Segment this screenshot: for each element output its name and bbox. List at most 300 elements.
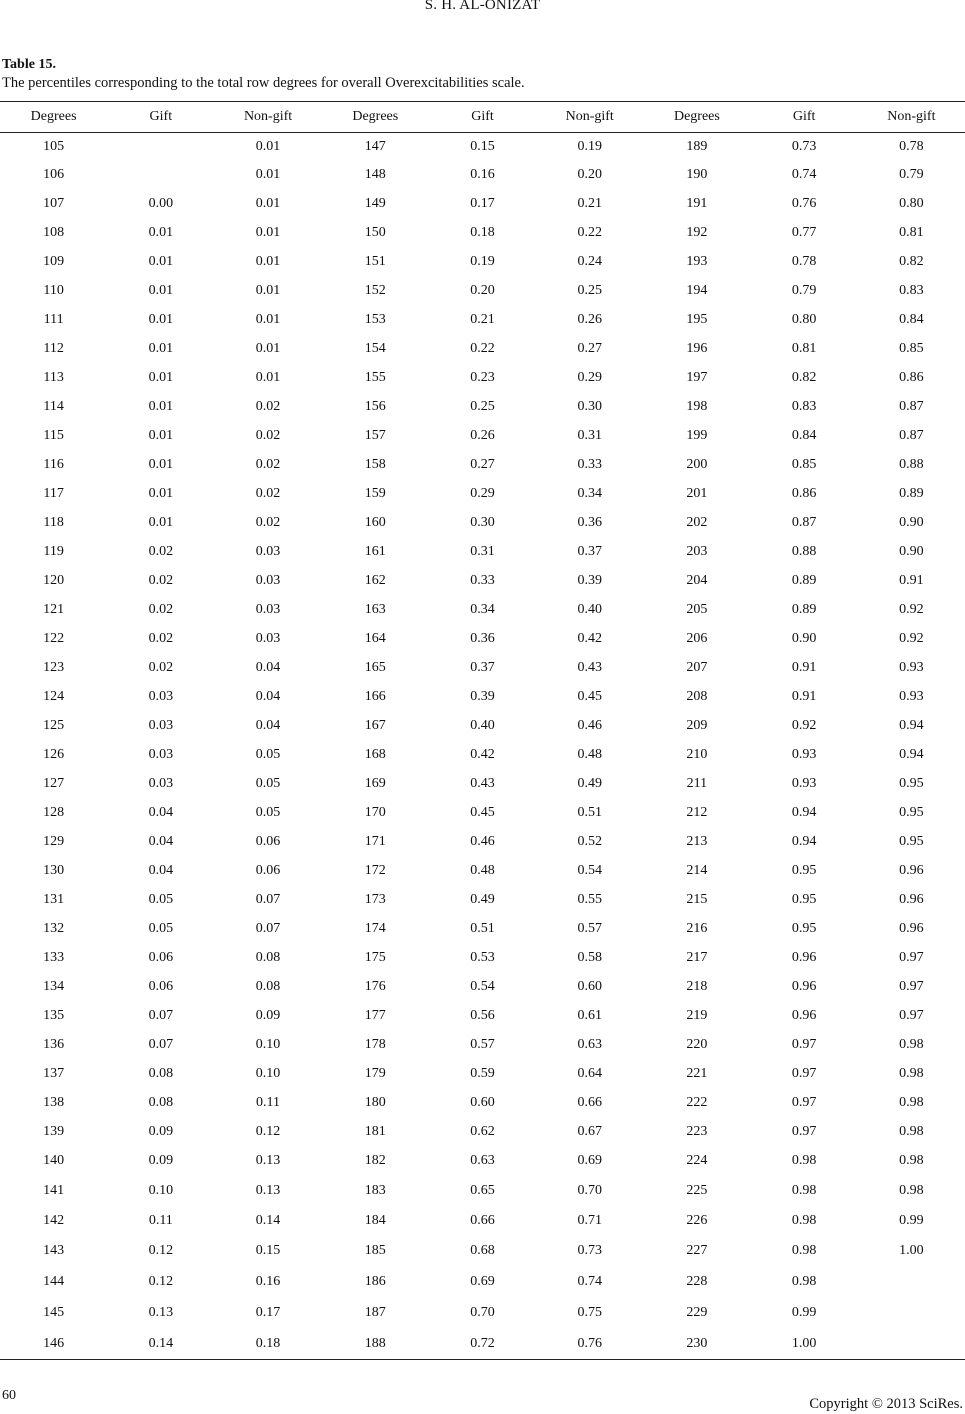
table-cell: 0.00 — [148, 196, 174, 211]
table-row — [0, 1089, 965, 1118]
table-cell: 205 — [686, 602, 708, 617]
table-cell: 0.36 — [577, 515, 602, 530]
table-cell: 0.22 — [470, 341, 495, 356]
table-cell: 173 — [364, 892, 386, 907]
table-row — [0, 364, 965, 393]
table-cell: 137 — [43, 1066, 65, 1081]
table-cell: 0.04 — [148, 834, 174, 849]
table-cell: 0.91 — [791, 689, 817, 704]
table-cell: 0.49 — [577, 776, 602, 791]
table-cell: 0.95 — [899, 776, 924, 791]
table-cell: 197 — [686, 370, 708, 385]
table-cell: 0.07 — [148, 1008, 174, 1023]
table-cell: 221 — [686, 1066, 708, 1081]
table-cell: 0.45 — [577, 689, 602, 704]
table-cell: 184 — [364, 1212, 386, 1228]
table-cell: 0.43 — [577, 660, 602, 675]
table-cell: 0.01 — [148, 515, 174, 530]
table-cell: 0.06 — [255, 834, 281, 849]
table-cell: 0.01 — [148, 312, 174, 327]
table-cell: 0.03 — [148, 776, 174, 791]
table-cell: 0.08 — [255, 950, 281, 965]
table-cell: 0.51 — [470, 921, 495, 936]
table-cell: 0.86 — [899, 370, 924, 385]
table-cell: 211 — [686, 776, 708, 791]
table-cell: 132 — [43, 921, 65, 936]
table-cell: 0.96 — [791, 1008, 817, 1023]
table-cell: 0.77 — [791, 225, 817, 240]
table-cell: 227 — [686, 1243, 708, 1258]
table-cell: 139 — [43, 1124, 65, 1139]
table-cell: 0.92 — [791, 718, 817, 733]
table-cell: 218 — [686, 979, 708, 994]
table-cell: 166 — [364, 689, 386, 704]
table-cell: 0.10 — [255, 1037, 281, 1052]
table-row — [0, 161, 965, 190]
table-cell: 0.34 — [577, 486, 602, 501]
table-cell: 223 — [686, 1124, 708, 1139]
table-cell: 0.04 — [255, 718, 281, 733]
table-cell: 0.14 — [255, 1212, 281, 1228]
table-row — [0, 567, 965, 596]
table-cell: 0.98 — [899, 1066, 924, 1081]
table-body — [0, 133, 965, 1360]
table-cell: 0.93 — [899, 689, 924, 704]
column-header: Degrees — [30, 109, 77, 124]
table-cell: 0.33 — [577, 457, 602, 472]
table-cell: 147 — [364, 138, 386, 154]
table-cell: 126 — [43, 747, 65, 762]
table-cell: 174 — [364, 921, 386, 936]
table-cell: 0.03 — [148, 747, 174, 762]
table-cell: 0.01 — [148, 399, 174, 414]
table-cell: 215 — [686, 892, 708, 907]
table-cell: 0.81 — [791, 341, 817, 356]
table-cell: 0.07 — [255, 892, 281, 907]
table-cell: 0.74 — [577, 1274, 602, 1289]
table-row — [0, 741, 965, 770]
table-cell: 0.98 — [791, 1153, 817, 1168]
table-cell: 0.23 — [470, 370, 495, 385]
table-cell: 0.98 — [791, 1274, 817, 1289]
table-cell: 0.65 — [470, 1182, 495, 1198]
table-cell: 116 — [43, 457, 64, 472]
table-cell: 170 — [364, 805, 386, 820]
table-cell: 0.93 — [791, 747, 817, 762]
table-cell: 0.96 — [791, 950, 817, 965]
table-cell: 0.61 — [577, 1008, 602, 1023]
table-cell — [858, 1298, 965, 1329]
table-cell: 0.02 — [255, 399, 281, 414]
table-cell: 157 — [364, 428, 386, 443]
table-cell: 0.16 — [255, 1274, 281, 1289]
table-cell: 196 — [686, 341, 708, 356]
table-cell: 0.96 — [899, 921, 924, 936]
table-cell: 123 — [43, 660, 65, 675]
table-cell: 0.42 — [470, 747, 495, 762]
table-cell: 0.74 — [791, 167, 817, 182]
table-cell: 140 — [43, 1153, 65, 1168]
table-cell: 0.40 — [470, 718, 495, 733]
table-row — [0, 133, 965, 161]
table-cell: 0.40 — [577, 602, 602, 617]
table-cell: 141 — [43, 1182, 65, 1198]
table-cell: 0.07 — [148, 1037, 174, 1052]
table-cell: 142 — [43, 1212, 65, 1228]
table-cell: 0.98 — [899, 1037, 924, 1052]
table-cell: 0.57 — [577, 921, 602, 936]
table-cell: 175 — [364, 950, 386, 965]
table-cell: 0.03 — [148, 689, 174, 704]
table-cell: 200 — [686, 457, 708, 472]
table-cell: 0.45 — [470, 805, 495, 820]
table-cell: 0.12 — [148, 1243, 174, 1258]
table-cell: 222 — [686, 1095, 708, 1110]
table-row — [0, 944, 965, 973]
table-cell: 136 — [43, 1037, 65, 1052]
table-cell: 0.18 — [470, 225, 495, 240]
table-cell: 0.01 — [148, 254, 174, 269]
table-cell: 0.89 — [899, 486, 924, 501]
table-row — [0, 451, 965, 480]
table-cell: 0.66 — [470, 1212, 495, 1228]
table-cell: 165 — [364, 660, 386, 675]
table-row — [0, 886, 965, 915]
table-row — [0, 1002, 965, 1031]
table-cell: 0.31 — [470, 544, 495, 559]
table-cell: 114 — [43, 399, 64, 414]
table-cell: 0.85 — [791, 457, 817, 472]
table-row — [0, 509, 965, 538]
table-cell: 0.29 — [577, 370, 602, 385]
table-cell: 0.25 — [470, 399, 495, 414]
table-cell: 0.15 — [255, 1243, 281, 1258]
table-cell: 228 — [686, 1274, 708, 1289]
table-cell: 0.89 — [791, 573, 817, 588]
table-cell: 0.19 — [470, 254, 495, 269]
table-cell: 179 — [364, 1066, 386, 1081]
table-cell: 169 — [364, 776, 386, 791]
table-cell: 0.42 — [577, 631, 602, 646]
table-cell: 0.99 — [791, 1305, 817, 1320]
table-cell: 0.87 — [899, 399, 924, 414]
table-cell: 161 — [364, 544, 386, 559]
table-cell: 112 — [43, 341, 64, 356]
table-cell: 0.58 — [577, 950, 602, 965]
table-cell: 125 — [43, 718, 65, 733]
table-cell: 0.59 — [470, 1066, 495, 1081]
table-cell: 0.31 — [577, 428, 602, 443]
table-cell: 0.01 — [148, 341, 174, 356]
table-row — [0, 335, 965, 364]
table-cell: 135 — [43, 1008, 65, 1023]
table-cell: 0.26 — [577, 312, 602, 327]
table-cell: 0.53 — [470, 950, 495, 965]
table-cell: 0.83 — [899, 283, 924, 298]
table-row — [0, 973, 965, 1002]
table-header-row — [0, 102, 965, 133]
table-cell: 217 — [686, 950, 708, 965]
table-cell: 1.00 — [791, 1335, 817, 1351]
table-cell: 0.12 — [255, 1124, 281, 1139]
table-cell: 145 — [43, 1305, 65, 1320]
table-cell: 0.04 — [148, 805, 174, 820]
table-cell: 0.27 — [470, 457, 495, 472]
table-row — [0, 1147, 965, 1176]
table-cell: 0.70 — [470, 1305, 495, 1320]
table-cell: 0.85 — [899, 341, 924, 356]
table-cell: 134 — [43, 979, 65, 994]
table-cell: 0.52 — [577, 834, 602, 849]
table-cell: 107 — [43, 196, 65, 211]
table-cell: 0.56 — [470, 1008, 495, 1023]
table-cell: 0.13 — [255, 1153, 281, 1168]
table-cell: 212 — [686, 805, 708, 820]
table-cell: 0.75 — [577, 1305, 602, 1320]
table-cell: 194 — [686, 283, 708, 298]
table-cell: 0.94 — [791, 805, 817, 820]
percentile-table — [0, 101, 965, 1360]
table-cell: 0.46 — [577, 718, 602, 733]
table-cell: 110 — [43, 283, 64, 298]
table-row — [0, 248, 965, 277]
table-cell: 195 — [686, 312, 708, 327]
table-cell: 0.01 — [148, 457, 174, 472]
table-cell: 0.90 — [899, 515, 924, 530]
table-cell: 210 — [686, 747, 708, 762]
table-row — [0, 770, 965, 799]
table-cell: 0.80 — [899, 196, 924, 211]
table-cell: 186 — [364, 1274, 386, 1289]
table-cell: 133 — [43, 950, 65, 965]
table-cell: 0.87 — [899, 428, 924, 443]
table-cell: 209 — [686, 718, 708, 733]
table-cell: 0.91 — [899, 573, 924, 588]
table-cell: 149 — [364, 196, 386, 211]
table-cell: 0.11 — [256, 1095, 281, 1110]
table-caption-title: Table 15. — [2, 57, 56, 72]
table-cell: 106 — [43, 167, 65, 182]
table-cell: 0.98 — [791, 1243, 817, 1258]
table-cell: 0.95 — [791, 892, 817, 907]
table-cell: 0.81 — [899, 225, 924, 240]
table-cell: 0.95 — [899, 805, 924, 820]
table-cell: 156 — [364, 399, 386, 414]
table-row — [0, 1060, 965, 1089]
table-cell: 0.63 — [577, 1037, 602, 1052]
table-cell: 160 — [364, 515, 386, 530]
table-cell: 0.98 — [899, 1124, 924, 1139]
table-cell: 121 — [43, 602, 65, 617]
table-cell: 0.63 — [470, 1153, 495, 1168]
table-cell: 0.76 — [577, 1335, 602, 1351]
table-cell: 0.88 — [899, 457, 924, 472]
table-cell: 230 — [686, 1335, 708, 1351]
table-cell: 0.01 — [255, 341, 281, 356]
table-cell: 167 — [364, 718, 386, 733]
table-cell: 0.82 — [899, 254, 924, 269]
table-row — [0, 683, 965, 712]
table-cell: 0.02 — [148, 573, 174, 588]
table-cell: 154 — [364, 341, 386, 356]
table-cell: 0.06 — [148, 950, 174, 965]
table-cell: 201 — [686, 486, 708, 501]
column-header: Gift — [149, 109, 173, 124]
table-cell: 0.01 — [148, 370, 174, 385]
table-cell: 146 — [43, 1335, 65, 1351]
table-cell: 163 — [364, 602, 386, 617]
table-cell: 0.01 — [255, 196, 281, 211]
table-cell: 0.01 — [255, 312, 281, 327]
table-cell: 168 — [364, 747, 386, 762]
table-cell: 120 — [43, 573, 65, 588]
column-header: Non-gift — [887, 109, 936, 124]
table-cell: 0.05 — [148, 921, 174, 936]
table-cell: 0.02 — [255, 428, 281, 443]
table-cell: 138 — [43, 1095, 65, 1110]
table-cell: 0.98 — [899, 1153, 924, 1168]
table-cell: 224 — [686, 1153, 708, 1168]
table-cell: 0.02 — [148, 602, 174, 617]
copyright-notice: Copyright © 2013 SciRes. — [809, 1396, 963, 1412]
table-row — [0, 1176, 965, 1206]
table-cell: 0.27 — [577, 341, 602, 356]
table-cell: 0.03 — [255, 573, 281, 588]
table-row — [0, 799, 965, 828]
table-cell: 213 — [686, 834, 708, 849]
column-header: Degrees — [352, 109, 399, 124]
table-cell: 159 — [364, 486, 386, 501]
table-cell: 0.18 — [255, 1335, 281, 1351]
table-cell: 0.43 — [470, 776, 495, 791]
table-cell: 207 — [686, 660, 708, 675]
table-cell: 0.98 — [791, 1212, 817, 1228]
table-cell: 0.08 — [148, 1095, 174, 1110]
table-row — [0, 538, 965, 567]
table-cell: 0.69 — [470, 1274, 495, 1289]
table-cell: 192 — [686, 225, 708, 240]
table-cell: 0.86 — [791, 486, 817, 501]
table-cell: 105 — [43, 138, 65, 154]
table-cell: 0.91 — [791, 660, 817, 675]
table-cell: 108 — [43, 225, 65, 240]
table-row — [0, 712, 965, 741]
table-cell: 219 — [686, 1008, 708, 1023]
table-cell: 0.02 — [148, 544, 174, 559]
table-cell: 0.13 — [148, 1305, 174, 1320]
table-cell: 124 — [43, 689, 65, 704]
table-caption — [2, 56, 525, 92]
table-cell: 0.01 — [148, 225, 174, 240]
table-row — [0, 1329, 965, 1360]
table-cell: 0.69 — [577, 1153, 602, 1168]
table-cell: 0.04 — [255, 689, 281, 704]
table-cell: 0.07 — [255, 921, 281, 936]
table-cell: 0.48 — [470, 863, 495, 878]
table-cell: 0.05 — [255, 805, 281, 820]
table-row — [0, 1206, 965, 1236]
table-cell: 0.60 — [470, 1095, 495, 1110]
table-cell: 0.70 — [577, 1182, 602, 1198]
table-cell: 0.05 — [255, 776, 281, 791]
table-cell: 0.21 — [577, 196, 602, 211]
table-cell: 185 — [364, 1243, 386, 1258]
table-cell: 0.01 — [255, 138, 281, 154]
table-cell: 0.60 — [577, 979, 602, 994]
table-cell: 0.09 — [255, 1008, 281, 1023]
table-cell: 0.01 — [148, 486, 174, 501]
table-cell: 183 — [364, 1182, 386, 1198]
table-cell: 0.02 — [255, 486, 281, 501]
table-cell: 153 — [364, 312, 386, 327]
table-cell: 0.64 — [577, 1066, 602, 1081]
table-cell — [858, 1329, 965, 1360]
table-row — [0, 277, 965, 306]
table-cell: 0.73 — [791, 138, 817, 154]
table-cell: 129 — [43, 834, 65, 849]
table-cell: 0.34 — [470, 602, 495, 617]
table-cell: 0.96 — [899, 892, 924, 907]
table-row — [0, 1298, 965, 1329]
table-row — [0, 190, 965, 219]
table-cell: 0.06 — [255, 863, 281, 878]
table-cell: 122 — [43, 631, 65, 646]
table-cell: 0.88 — [791, 544, 817, 559]
table-cell: 0.71 — [577, 1212, 602, 1228]
table-cell: 0.97 — [899, 950, 924, 965]
table-cell: 0.97 — [791, 1124, 817, 1139]
table-cell: 0.01 — [255, 370, 281, 385]
table-cell: 0.26 — [470, 428, 495, 443]
table-cell: 0.97 — [791, 1095, 817, 1110]
table-cell: 0.72 — [470, 1335, 495, 1351]
table-cell: 0.93 — [899, 660, 924, 675]
table-cell: 115 — [43, 428, 64, 443]
table-cell: 118 — [43, 515, 64, 530]
table-cell: 109 — [43, 254, 65, 269]
table-cell: 178 — [364, 1037, 386, 1052]
table-row — [0, 480, 965, 509]
table-cell: 0.79 — [899, 167, 924, 182]
table-cell: 191 — [686, 196, 708, 211]
table-cell: 0.04 — [148, 863, 174, 878]
table-cell — [858, 1267, 965, 1298]
table-row — [0, 1031, 965, 1060]
table-cell: 189 — [686, 138, 708, 154]
table-cell: 0.94 — [899, 747, 924, 762]
table-cell: 117 — [43, 486, 64, 501]
table-cell: 0.49 — [470, 892, 495, 907]
table-cell: 0.96 — [791, 979, 817, 994]
table-cell: 111 — [43, 312, 64, 327]
table-cell: 0.84 — [899, 312, 924, 327]
table-cell: 229 — [686, 1305, 708, 1320]
table-cell: 0.19 — [577, 138, 602, 154]
table-cell: 0.01 — [255, 254, 281, 269]
table-cell: 0.14 — [148, 1335, 174, 1351]
table-cell: 0.89 — [791, 602, 817, 617]
table-cell: 113 — [43, 370, 64, 385]
table-cell: 0.09 — [148, 1124, 174, 1139]
table-cell: 0.48 — [577, 747, 602, 762]
table-cell: 0.90 — [899, 544, 924, 559]
table-cell: 0.57 — [470, 1037, 495, 1052]
column-header: Non-gift — [243, 109, 293, 124]
table-cell: 203 — [686, 544, 708, 559]
table-cell: 0.30 — [577, 399, 602, 414]
table-row — [0, 422, 965, 451]
table-cell: 0.78 — [791, 254, 817, 269]
